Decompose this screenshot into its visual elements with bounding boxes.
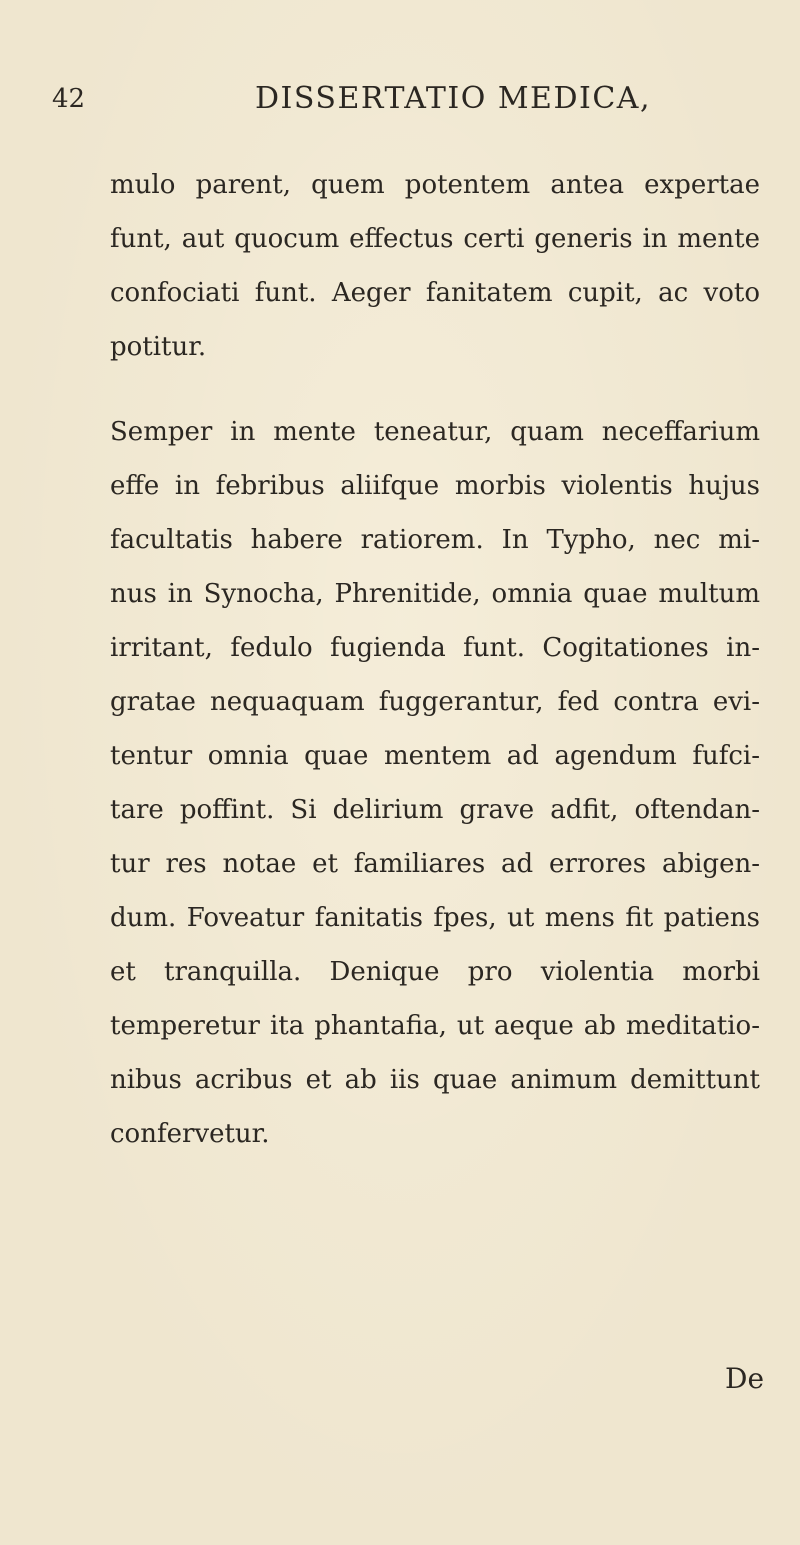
text-line: Semper in mente teneatur, quam neceffarium [110, 417, 760, 447]
text-line: confociati funt. Aeger fanitatem cupit, ac voto [110, 278, 760, 308]
running-head: DISSERTATIO MEDICA, [255, 81, 651, 116]
text-line: tur res notae et familiares ad errores abigen- [110, 849, 760, 879]
text-line: tentur omnia quae mentem ad agendum fufci- [110, 741, 760, 771]
text-line: nibus acribus et ab iis quae animum demittunt [110, 1065, 760, 1095]
text-line: temperetur ita phantafia, ut aeque ab meditatio- [110, 1011, 760, 1041]
page-number: 42 [52, 84, 86, 114]
text-line: potitur. [110, 332, 207, 362]
text-line: irritant, fedulo fugienda funt. Cogitationes in- [110, 633, 760, 663]
text-line: mulo parent, quem potentem antea expertae [110, 170, 760, 200]
catchword: De [725, 1362, 765, 1395]
text-line: nus in Synocha, Phrenitide, omnia quae multum [110, 579, 760, 609]
text-line: et tranquilla. Denique pro violentia morbi [110, 957, 760, 987]
text-line: dum. Foveatur fanitatis fpes, ut mens fit patiens [110, 903, 760, 933]
text-line: tare poffint. Si delirium grave adfit, oftendan- [110, 795, 760, 825]
paragraph-2 [110, 405, 760, 1161]
paragraph-1 [110, 158, 760, 374]
text-line: confervetur. [110, 1119, 270, 1149]
text-line: funt, aut quocum effectus certi generis in mente [110, 224, 760, 254]
text-line: facultatis habere ratiorem. In Typho, nec mi- [110, 525, 760, 555]
text-line: gratae nequaquam fuggerantur, fed contra evi- [110, 687, 760, 717]
text-line: effe in febribus aliifque morbis violentis hujus [110, 471, 760, 501]
